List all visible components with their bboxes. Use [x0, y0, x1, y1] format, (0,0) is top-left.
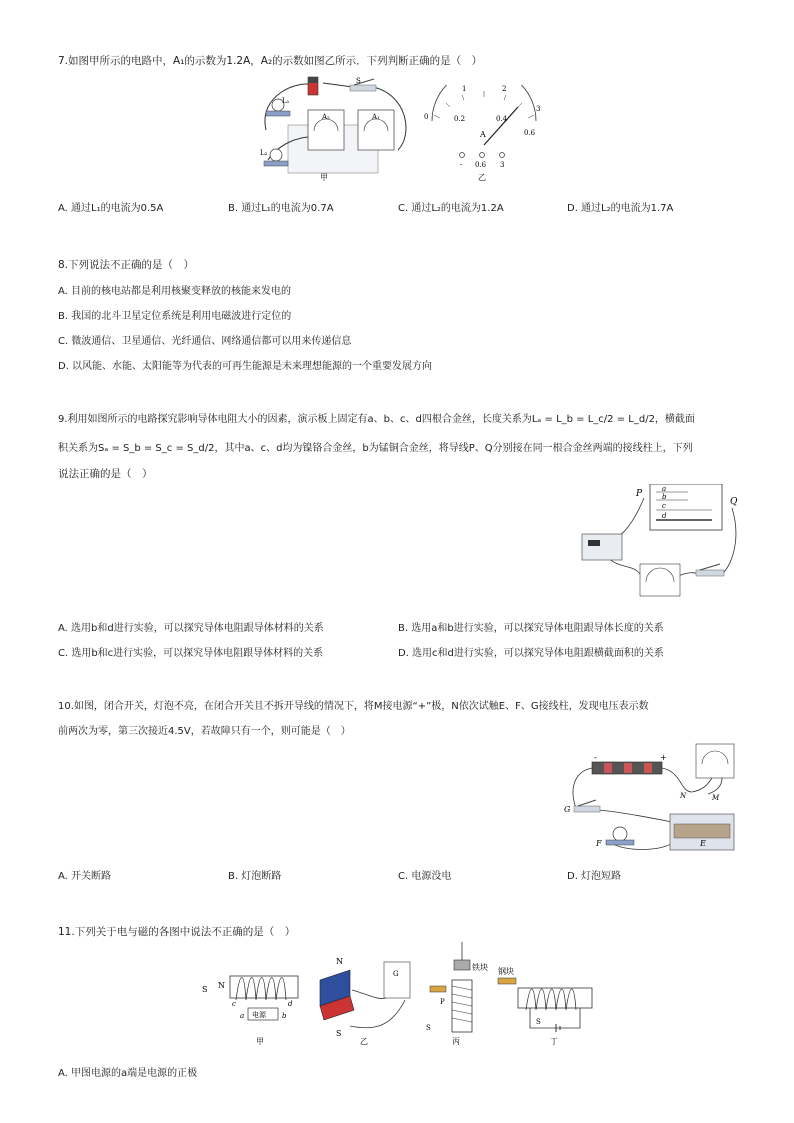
- q10-label-plus: +: [660, 753, 667, 762]
- q7-meter-top-3: 3: [536, 105, 541, 113]
- q9-option-d[interactable]: D. 选用c和d进行实验，可以探究导体电阻跟横截面积的关系: [398, 648, 664, 659]
- q9-option-b[interactable]: B. 选用a和b进行实验，可以探究导体电阻跟导体长度的关系: [398, 623, 664, 634]
- q11-ding-steel: 钢块: [498, 967, 514, 976]
- q7-figure-yi: [420, 85, 545, 185]
- q11-bing-label: 丙: [452, 1037, 460, 1046]
- q9-wire-b: b: [662, 493, 667, 501]
- q9-stem-line2: 积关系为Sₐ = S_b = S_c = S_d/2，其中a、c、d均为镍铬合金丝，b为锰铜合金丝，将导线P、Q分别接在同一根合金丝两端的接线柱上，下列: [58, 443, 693, 454]
- q9-wire-c: c: [662, 502, 666, 510]
- q11-jia-n: N: [218, 981, 225, 990]
- q7-option-b[interactable]: B. 通过L₁的电流为0.7A: [228, 203, 334, 214]
- q10-label-g: G: [564, 805, 571, 814]
- q9-stem-line1: 9.利用如图所示的电路探究影响导体电阻大小的因素，演示板上固定有a、b、c、d四根合金丝，长度关系为Lₐ = L_b = L_c/2 = L_d/2，横截面: [58, 414, 695, 425]
- q10-label-m: M: [712, 794, 720, 802]
- q11-bing-p: P: [440, 998, 445, 1006]
- q11-stem: 11.下列关于电与磁的各图中说法不正确的是（ ）: [58, 926, 296, 938]
- q7-option-c[interactable]: C. 通过L₂的电流为1.2A: [398, 203, 504, 214]
- q11-figure: [200, 940, 600, 1050]
- q7-meter-tick-06: 0.6: [524, 129, 536, 137]
- q11-jia-a: a: [240, 1012, 245, 1020]
- q11-jia-power: 电源: [252, 1011, 266, 1019]
- q7-meter-tick-0: 0: [424, 113, 429, 121]
- q9-wire-a: a: [662, 485, 667, 493]
- q7-meter-unit: A: [480, 130, 486, 139]
- q7-fig-yi-label: 乙: [478, 173, 486, 182]
- q7-fig-jia-label: 甲: [320, 173, 328, 182]
- q11-yi-n: N: [336, 957, 343, 966]
- q10-label-e: E: [700, 839, 706, 848]
- q10-label-minus: -: [594, 753, 597, 762]
- q9-label-q: Q: [730, 497, 738, 507]
- q11-jia-d: d: [288, 1000, 293, 1008]
- q7-terminal-neg: -: [460, 161, 463, 169]
- q11-ding-s: S: [536, 1018, 541, 1026]
- q7-meter-top-2: 2: [502, 85, 507, 93]
- q11-jia-b: b: [282, 1012, 287, 1020]
- q8-option-d[interactable]: D. 以风能、水能、太阳能等为代表的可再生能源是未来理想能源的一个重要发展方向: [58, 361, 433, 372]
- q11-bing-s: S: [426, 1024, 431, 1032]
- q7-meter-tick-04: 0.4: [496, 115, 508, 123]
- q11-jia-c: c: [232, 1000, 236, 1008]
- q7-figure-jia: [258, 75, 418, 185]
- q8-option-c[interactable]: C. 微波通信、卫星通信、光纤通信、网络通信都可以用来传递信息: [58, 336, 352, 347]
- q9-label-p: P: [636, 489, 643, 499]
- q9-figure: [578, 484, 748, 600]
- q7-label-l2: L₂: [260, 149, 268, 157]
- q10-stem-line1: 10.如图，闭合开关，灯泡不亮，在闭合开关且不拆开导线的情况下，将M接电源“+”极，N依次试触E、F、G接线柱，发现电压表示数: [58, 701, 649, 712]
- q11-yi-s: S: [336, 1029, 342, 1038]
- q8-option-a[interactable]: A. 目前的核电站都是利用核聚变释放的核能来发电的: [58, 286, 292, 297]
- q7-meter-top-1: 1: [462, 85, 467, 93]
- q10-option-c[interactable]: C. 电源没电: [398, 871, 452, 882]
- q7-terminal-06: 0.6: [475, 161, 487, 169]
- q8-stem: 8.下列说法不正确的是（ ）: [58, 259, 195, 271]
- q7-option-a[interactable]: A. 通过L₁的电流为0.5A: [58, 203, 164, 214]
- q9-stem-line3: 说法正确的是（ ）: [58, 468, 153, 480]
- q10-option-a[interactable]: A. 开关断路: [58, 871, 112, 882]
- q10-option-b[interactable]: B. 灯泡断路: [228, 871, 282, 882]
- q11-ding-label: 丁: [550, 1037, 558, 1046]
- q7-option-d[interactable]: D. 通过L₂的电流为1.7A: [567, 203, 674, 214]
- q7-meter-tick-02: 0.2: [454, 115, 466, 123]
- q11-jia-s: S: [202, 985, 208, 994]
- q7-label-s: S: [356, 77, 361, 85]
- q10-option-d[interactable]: D. 灯泡短路: [567, 871, 622, 882]
- q11-yi-g: G: [393, 970, 399, 978]
- q10-stem-line2: 前两次为零，第三次接近4.5V，若故障只有一个，则可能是（ ）: [58, 726, 351, 737]
- q7-label-a1: A₁: [372, 113, 380, 121]
- q11-option-a[interactable]: A. 甲图电源的a端是电源的正极: [58, 1068, 198, 1079]
- q7-label-a2: A₂: [322, 113, 330, 121]
- q10-label-n: N: [680, 792, 687, 800]
- q7-label-l1: L₁: [282, 97, 290, 105]
- q11-jia-label: 甲: [256, 1037, 264, 1046]
- q8-option-b[interactable]: B. 我国的北斗卫星定位系统是利用电磁波进行定位的: [58, 311, 292, 322]
- q7-stem: 7.如图甲所示的电路中，A₁的示数为1.2A，A₂的示数如图乙所示．下列判断正确的是（ ）: [58, 55, 483, 67]
- q9-option-a[interactable]: A. 选用b和d进行实验，可以探究导体电阻跟导体材料的关系: [58, 623, 324, 634]
- q10-figure: [562, 742, 742, 858]
- q9-wire-d: d: [662, 512, 667, 520]
- q7-terminal-3: 3: [500, 161, 505, 169]
- q11-bing-iron: 铁块: [472, 963, 488, 972]
- q10-label-f: F: [596, 839, 602, 848]
- q9-option-c[interactable]: C. 选用b和c进行实验，可以探究导体电阻跟导体材料的关系: [58, 648, 324, 659]
- q11-yi-label: 乙: [360, 1037, 368, 1046]
